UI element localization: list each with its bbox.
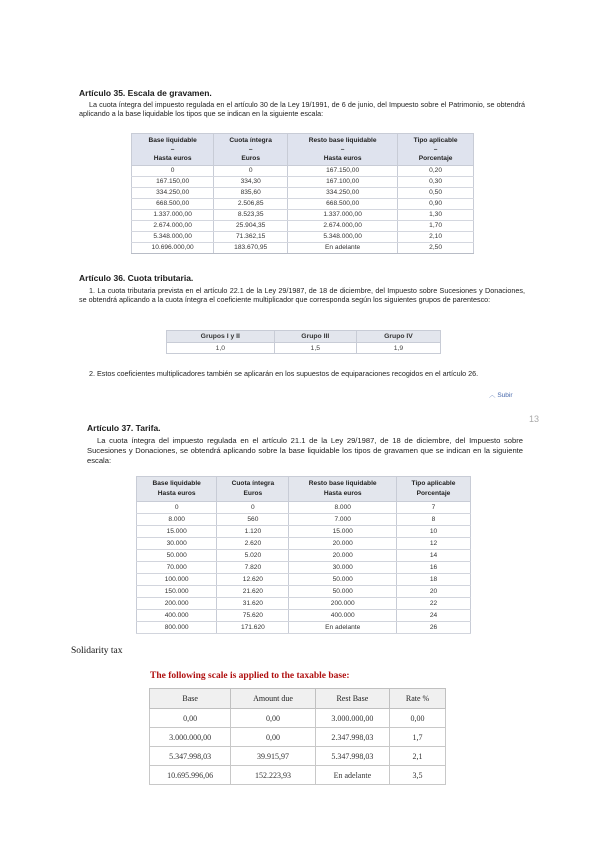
header-label: Resto base liquidable — [308, 480, 377, 487]
table-cell: 152.223,93 — [231, 766, 315, 785]
table-cell: 7.820 — [217, 562, 289, 574]
art35-table — [131, 133, 474, 254]
table-header-cell — [396, 477, 470, 502]
header-unit: Euros — [241, 155, 260, 162]
table-cell: 16 — [396, 562, 470, 574]
art36-heading: Artículo 36. Cuota tributaria. — [79, 273, 194, 283]
header-label: Base liquidable — [148, 137, 197, 144]
table-cell: 70.000 — [137, 562, 217, 574]
table-row — [137, 502, 471, 514]
table-row — [132, 232, 474, 243]
table-cell: 0,50 — [398, 188, 474, 199]
art37-paragraph: La cuota íntegra del impuesto regulada en el artículo 21.1 de la Ley 29/1987, de 18 de diciembre, del Impuesto sobre Sucesiones y Donaciones, se obtendrá aplicando sobre la base liquidable los tipos de gravamen que se indican en la siguiente escala: — [87, 436, 523, 465]
table-cell: En adelante — [288, 243, 398, 254]
table-cell: 39.915,97 — [231, 747, 315, 766]
header-label: Resto base liquidable — [308, 137, 377, 144]
table-cell: 5.020 — [217, 550, 289, 562]
table-cell: 3.000.000,00 — [150, 728, 231, 747]
table-cell: 0 — [217, 502, 289, 514]
table-cell: 15.000 — [289, 526, 397, 538]
table-header-cell — [132, 134, 214, 166]
table-row — [132, 177, 474, 188]
subir-label: Subir — [497, 392, 513, 399]
table-cell: 8.000 — [137, 514, 217, 526]
table-cell: 0,00 — [390, 709, 446, 728]
table-cell: 2,1 — [390, 747, 446, 766]
table-cell: 15.000 — [137, 526, 217, 538]
table-cell: 334.250,00 — [132, 188, 214, 199]
table-cell: 10 — [396, 526, 470, 538]
table-cell: 75.620 — [217, 610, 289, 622]
coefficient-cell: 1,0 — [167, 343, 275, 354]
table-cell: 12 — [396, 538, 470, 550]
table-cell: 1,7 — [390, 728, 446, 747]
table-header-cell: Rate % — [390, 689, 446, 709]
table-row — [150, 766, 446, 785]
table-cell: 2,10 — [398, 232, 474, 243]
table-cell: 2.506,85 — [214, 199, 288, 210]
table-cell: 167.150,00 — [288, 166, 398, 177]
table-cell: 2.674.000,00 — [132, 221, 214, 232]
coefficient-cell: 1,9 — [356, 343, 440, 354]
table-cell: 20 — [396, 586, 470, 598]
header-unit: Porcentaje — [418, 155, 453, 162]
table-cell: 5.348.000,00 — [132, 232, 214, 243]
header-dash: – — [170, 146, 175, 153]
table-cell: 10.695.996,06 — [150, 766, 231, 785]
table-cell: 5.347.998,03 — [315, 747, 389, 766]
art36-paragraph-1: 1. La cuota tributaria prevista en el artículo 22.1 de la Ley 29/1987, de 18 de diciembre, del Impuesto sobre Sucesiones y Donaciones, se obtendrá aplicando a la cuota íntegra el coeficiente multiplicador que corresponda según los siguientes grupos de parentesco: — [79, 286, 525, 304]
group-header-cell: Grupo IV — [356, 331, 440, 343]
table-header-cell — [289, 477, 397, 502]
table-cell: 0,00 — [231, 728, 315, 747]
table-cell: 167.100,00 — [288, 177, 398, 188]
table-row — [137, 574, 471, 586]
table-cell: 2.347.998,03 — [315, 728, 389, 747]
table-cell: 10.696.000,00 — [132, 243, 214, 254]
table-cell: 5.347.998,03 — [150, 747, 231, 766]
table-cell: 1,30 — [398, 210, 474, 221]
table-cell: 334.250,00 — [288, 188, 398, 199]
table-cell: 0,20 — [398, 166, 474, 177]
table-header-cell: Amount due — [231, 689, 315, 709]
table-cell: 26 — [396, 622, 470, 634]
table-header-cell: Rest Base — [315, 689, 389, 709]
art36-paragraph-2: 2. Estos coeficientes multiplicadores también se aplicarán en los supuestos de equiparaciones recogidos en el artículo 26. — [89, 369, 479, 378]
table-row — [137, 622, 471, 634]
art37-table — [136, 476, 471, 634]
table-header-cell — [398, 134, 474, 166]
table-row — [132, 188, 474, 199]
subir-link[interactable] — [489, 390, 513, 399]
table-cell: 20.000 — [289, 538, 397, 550]
table-row — [137, 538, 471, 550]
table-header-cell — [217, 477, 289, 502]
table-header-cell — [288, 134, 398, 166]
table-cell: 668.500,00 — [132, 199, 214, 210]
table-cell: 71.362,15 — [214, 232, 288, 243]
header-unit: Hasta euros — [323, 155, 362, 162]
solidarity-subtitle: The following scale is applied to the taxable base: — [150, 671, 350, 681]
table-cell: 2.620 — [217, 538, 289, 550]
table-cell: 0,30 — [398, 177, 474, 188]
table-cell: 0,00 — [150, 709, 231, 728]
table-cell: 8 — [396, 514, 470, 526]
table-row — [137, 610, 471, 622]
header-unit: Hasta euros — [157, 490, 196, 497]
header-label: Cuota íntegra — [231, 480, 275, 487]
header-dash: – — [433, 146, 438, 153]
table-cell: 400.000 — [137, 610, 217, 622]
art35-paragraph: La cuota íntegra del impuesto regulada en el artículo 30 de la Ley 19/1991, de 6 de junio, del Impuesto sobre el Patrimonio, se obtendrá aplicando a la base liquidable los tipos que se indican en la siguiente escala: — [79, 100, 525, 118]
table-row — [132, 210, 474, 221]
header-dash: – — [248, 146, 253, 153]
art36-coefficient-table — [166, 330, 441, 354]
table-row — [137, 586, 471, 598]
table-row — [137, 562, 471, 574]
header-unit: Hasta euros — [153, 155, 192, 162]
table-cell: 18 — [396, 574, 470, 586]
table-cell: 8.523,35 — [214, 210, 288, 221]
header-unit: Euros — [243, 490, 263, 497]
table-cell: En adelante — [289, 622, 397, 634]
table-cell: 183.670,95 — [214, 243, 288, 254]
table-row — [150, 709, 446, 728]
table-cell: 30.000 — [289, 562, 397, 574]
table-cell: 2,50 — [398, 243, 474, 254]
table-cell: 8.000 — [289, 502, 397, 514]
header-dash: – — [340, 146, 345, 153]
table-cell: 14 — [396, 550, 470, 562]
table-cell: 22 — [396, 598, 470, 610]
coefficient-cell: 1,5 — [274, 343, 356, 354]
header-unit: Hasta euros — [323, 490, 362, 497]
table-cell: 1.337.000,00 — [132, 210, 214, 221]
table-cell: 50.000 — [289, 586, 397, 598]
header-label: Base liquidable — [152, 480, 201, 487]
table-row — [137, 526, 471, 538]
table-cell: 0 — [214, 166, 288, 177]
art35-heading: Artículo 35. Escala de gravamen. — [79, 88, 212, 98]
table-cell: 0,00 — [231, 709, 315, 728]
table-cell: 200.000 — [137, 598, 217, 610]
header-unit: Porcentaje — [416, 490, 451, 497]
table-cell: 668.500,00 — [288, 199, 398, 210]
table-row — [150, 728, 446, 747]
table-cell: 171.620 — [217, 622, 289, 634]
table-cell: 1,70 — [398, 221, 474, 232]
table-cell: 400.000 — [289, 610, 397, 622]
table-cell: 150.000 — [137, 586, 217, 598]
group-header-cell: Grupos I y II — [167, 331, 275, 343]
table-cell: 5.348.000,00 — [288, 232, 398, 243]
table-cell: 835,60 — [214, 188, 288, 199]
header-label: Cuota íntegra — [229, 137, 272, 144]
table-row — [132, 199, 474, 210]
table-cell: 7.000 — [289, 514, 397, 526]
table-cell: 167.150,00 — [132, 177, 214, 188]
table-row — [137, 514, 471, 526]
table-cell: 7 — [396, 502, 470, 514]
table-cell: 31.620 — [217, 598, 289, 610]
table-cell: 21.620 — [217, 586, 289, 598]
table-cell: 334,30 — [214, 177, 288, 188]
table-cell: 24 — [396, 610, 470, 622]
table-cell: 12.620 — [217, 574, 289, 586]
page-number: 13 — [529, 414, 540, 424]
table-cell: En adelante — [315, 766, 389, 785]
solidarity-title: Solidarity tax — [71, 646, 123, 656]
table-header-cell — [137, 477, 217, 502]
table-cell: 560 — [217, 514, 289, 526]
table-row — [132, 166, 474, 177]
table-row — [132, 243, 474, 254]
table-cell: 1.337.000,00 — [288, 210, 398, 221]
table-header-cell — [214, 134, 288, 166]
table-cell: 800.000 — [137, 622, 217, 634]
header-label: Tipo aplicable — [411, 480, 456, 487]
table-row — [132, 221, 474, 232]
table-cell: 0 — [137, 502, 217, 514]
art37-heading: Artículo 37. Tarifa. — [87, 423, 161, 433]
table-cell: 200.000 — [289, 598, 397, 610]
table-cell: 30.000 — [137, 538, 217, 550]
table-cell: 2.674.000,00 — [288, 221, 398, 232]
table-cell: 20.000 — [289, 550, 397, 562]
table-cell: 3.000.000,00 — [315, 709, 389, 728]
table-cell: 25.904,35 — [214, 221, 288, 232]
chevron-up-icon: ︿ — [489, 392, 496, 399]
solidarity-table — [149, 688, 446, 785]
table-cell: 1.120 — [217, 526, 289, 538]
table-header-cell: Base — [150, 689, 231, 709]
header-label: Tipo aplicable — [413, 137, 458, 144]
table-row — [137, 598, 471, 610]
table-cell: 0,90 — [398, 199, 474, 210]
group-header-cell: Grupo III — [274, 331, 356, 343]
table-cell: 50.000 — [137, 550, 217, 562]
table-cell: 3,5 — [390, 766, 446, 785]
table-cell: 100.000 — [137, 574, 217, 586]
table-row — [137, 550, 471, 562]
table-cell: 50.000 — [289, 574, 397, 586]
table-cell: 0 — [132, 166, 214, 177]
table-row — [150, 747, 446, 766]
